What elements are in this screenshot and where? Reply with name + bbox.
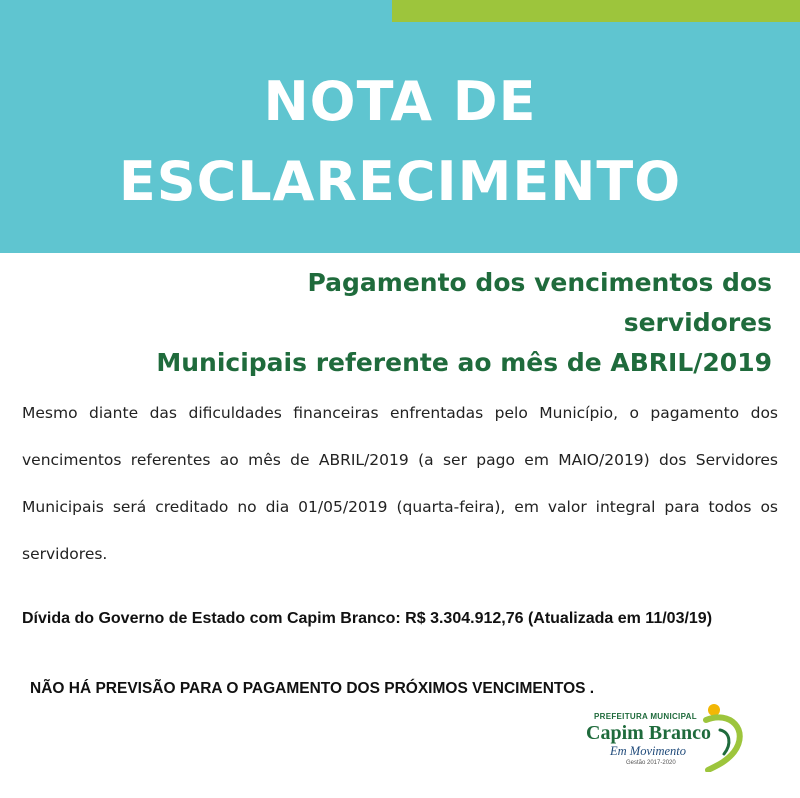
subtitle-line2: Municipais referente ao mês de ABRIL/2019 bbox=[156, 348, 772, 377]
subtitle bbox=[152, 263, 772, 383]
page-title bbox=[0, 62, 800, 222]
accent-strip bbox=[392, 0, 800, 22]
logo-main-text: Capim Branco bbox=[586, 722, 711, 744]
municipality-logo bbox=[582, 700, 752, 780]
header-banner bbox=[0, 0, 800, 253]
logo-sub-text: Em Movimento bbox=[610, 744, 687, 758]
subtitle-line1: Pagamento dos vencimentos dos servidores bbox=[307, 268, 772, 337]
page-title-line1: NOTA DE bbox=[263, 70, 537, 133]
page-title-line2: ESCLARECIMENTO bbox=[118, 150, 682, 213]
body-paragraph: Mesmo diante das dificuldades financeiras enfrentadas pelo Município, o pagamento dos vencimentos referentes ao mês de ABRIL/2019 (a ser pago em MAIO/2019) dos Servidores Municipais será creditado no dia 01/05/2019 (quarta-feira), em valor integral para todos os servidores. bbox=[22, 404, 778, 563]
payment-notice: NÃO HÁ PREVISÃO PARA O PAGAMENTO DOS PRÓXIMOS VENCIMENTOS . bbox=[30, 680, 595, 697]
logo-period-text: Gestão 2017-2020 bbox=[626, 760, 676, 766]
logo-top-text: PREFEITURA MUNICIPAL bbox=[594, 712, 697, 721]
debt-statement: Dívida do Governo de Estado com Capim Branco: R$ 3.304.912,76 (Atualizada em 11/03/19) bbox=[22, 610, 713, 627]
